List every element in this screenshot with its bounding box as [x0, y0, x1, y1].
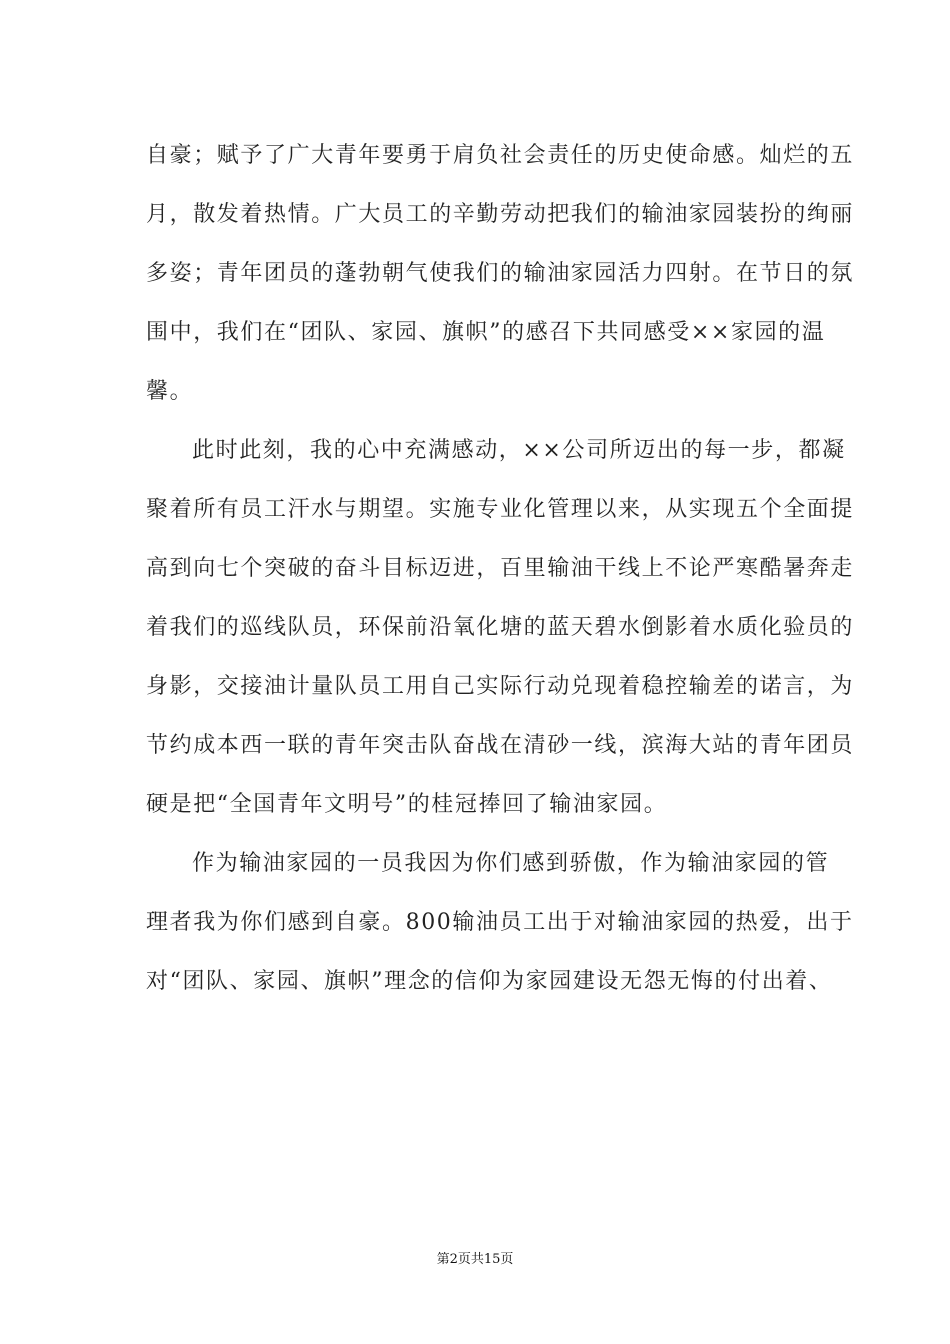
text-line: 馨。 — [146, 379, 194, 404]
text-line: 多姿；青年团员的蓬勃朝气使我们的输油家园活力四射。在节日的氛 — [146, 261, 855, 286]
text-line: 围中，我们在“团队、家园、旗帜”的感召下共同感受××家园的温 — [146, 320, 826, 345]
text-line: 硬是把“全国青年文明号”的桂冠捧回了输油家园。 — [146, 792, 668, 817]
text-line: 高到向七个突破的奋斗目标迈进，百里输油干线上不论严寒酷暑奔走 — [146, 556, 855, 581]
page-number-footer: 第2页共15页 — [436, 1252, 514, 1267]
text-line: 着我们的巡线队员，环保前沿氧化塘的蓝天碧水倒影着水质化验员的 — [146, 615, 855, 640]
text-line: 对“团队、家园、旗帜”理念的信仰为家园建设无怨无悔的付出着、 — [146, 969, 833, 994]
paragraph-first-line: 作为输油家园的一员我因为你们感到骄傲，作为输油家园的管 — [192, 851, 830, 876]
text-line: 月，散发着热情。广大员工的辛勤劳动把我们的输油家园装扮的绚丽 — [146, 202, 855, 227]
text-line: 节约成本西一联的青年突击队奋战在清砂一线，滨海大站的青年团员 — [146, 733, 855, 758]
body-text — [146, 126, 855, 1011]
text-line: 理者我为你们感到自豪。800输油员工出于对输油家园的热爱，出于 — [146, 910, 854, 935]
text-line: 自豪；赋予了广大青年要勇于肩负社会责任的历史使命感。灿烂的五 — [146, 143, 855, 168]
text-line: 聚着所有员工汗水与期望。实施专业化管理以来，从实现五个全面提 — [146, 497, 855, 522]
paragraph-first-line: 此时此刻，我的心中充满感动，××公司所迈出的每一步，都凝 — [192, 438, 846, 463]
text-line: 身影，交接油计量队员工用自己实际行动兑现着稳控输差的诺言，为 — [146, 674, 855, 699]
